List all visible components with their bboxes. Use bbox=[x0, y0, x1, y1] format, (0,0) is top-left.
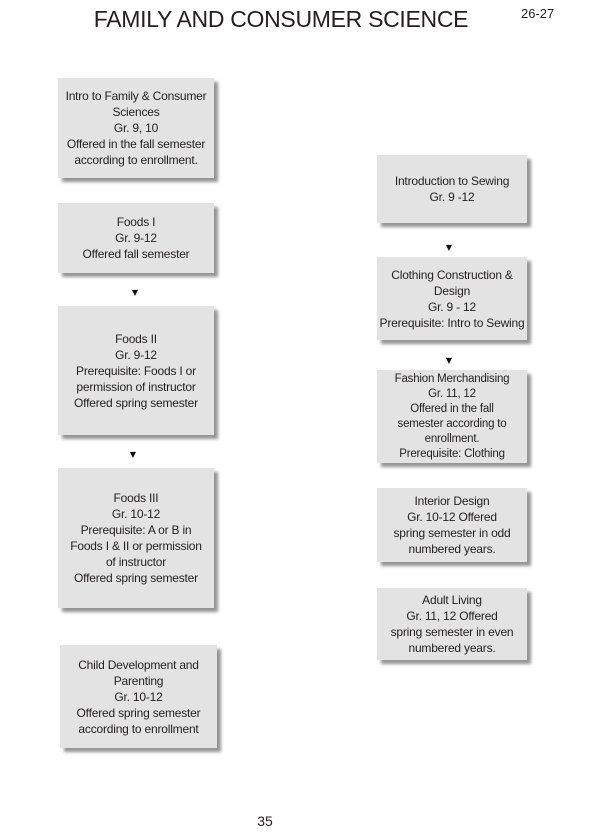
down-arrow-icon: ▼ bbox=[129, 450, 137, 459]
course-box-foods-ii bbox=[58, 306, 214, 435]
course-box-foods-iii bbox=[58, 468, 214, 608]
course-line: according to enrollment. bbox=[74, 153, 198, 167]
course-line: Gr. 9-12 bbox=[115, 231, 157, 245]
course-line: Foods I bbox=[116, 215, 156, 229]
page-title: FAMILY AND CONSUMER SCIENCE bbox=[93, 6, 469, 32]
course-line: enrollment. bbox=[424, 432, 480, 445]
course-line: according to enrollment bbox=[78, 721, 199, 736]
course-line: of instructor bbox=[105, 555, 167, 569]
course-line: Gr. 10-12 bbox=[114, 689, 163, 704]
down-arrow-icon: ▼ bbox=[445, 356, 453, 365]
course-line: Gr. 9, 10 bbox=[113, 121, 159, 135]
course-line: Gr. 11, 12 bbox=[428, 387, 476, 400]
course-box-fashion-merchandising bbox=[377, 370, 527, 463]
course-box-adult-living bbox=[377, 588, 527, 660]
course-line: Foods II bbox=[115, 331, 157, 346]
course-line: Interior Design bbox=[414, 494, 490, 508]
course-line: semester according to bbox=[397, 417, 507, 430]
course-line: Offered fall semester bbox=[82, 247, 190, 261]
course-line: Foods III bbox=[113, 491, 159, 505]
course-line: Fashion Merchandising bbox=[394, 372, 510, 385]
course-line: permission of instructor bbox=[76, 379, 196, 394]
course-line: Offered in the fall bbox=[410, 402, 494, 415]
course-line: numbered years. bbox=[408, 542, 496, 556]
course-line: Offered spring semester bbox=[74, 571, 198, 585]
course-box-child-development-and-parenting bbox=[60, 645, 217, 748]
course-line: Prerequisite: Clothing bbox=[399, 447, 505, 460]
course-box-introduction-to-sewing bbox=[377, 155, 527, 223]
course-line: Offered spring semester bbox=[76, 705, 201, 720]
course-line: Offered spring semester bbox=[74, 395, 198, 410]
course-line: Sciences bbox=[112, 105, 160, 119]
course-line: Prerequisite: A or B in bbox=[80, 523, 192, 537]
course-line: Prerequisite: Intro to Sewing bbox=[379, 315, 525, 330]
course-line: Gr. 9 - 12 bbox=[427, 299, 477, 314]
course-line: Parenting bbox=[113, 673, 164, 688]
down-arrow-icon: ▼ bbox=[445, 243, 453, 252]
course-line: spring semester in odd bbox=[393, 526, 511, 540]
course-line: Child Development and bbox=[78, 657, 199, 672]
course-line: Gr. 11, 12 Offered bbox=[406, 609, 498, 623]
course-line: Gr. 10-12 Offered bbox=[407, 510, 497, 524]
course-box-intro-family-consumer-sciences bbox=[58, 78, 214, 178]
course-line: spring semester in even bbox=[390, 625, 514, 639]
course-line: Gr. 9 -12 bbox=[429, 190, 475, 204]
course-box-foods-i bbox=[58, 203, 214, 273]
course-line: Gr. 10-12 bbox=[111, 507, 161, 521]
course-line: Adult Living bbox=[422, 593, 482, 607]
course-line: numbered years. bbox=[408, 641, 496, 655]
course-box-interior-design bbox=[377, 488, 527, 562]
down-arrow-icon: ▼ bbox=[131, 288, 139, 297]
page-number: 35 bbox=[257, 813, 273, 829]
course-line: Clothing Construction & bbox=[391, 267, 513, 282]
course-line: Introduction to Sewing bbox=[394, 174, 510, 188]
course-line: Foods I & II or permission bbox=[70, 539, 202, 553]
course-line: Intro to Family & Consumer bbox=[65, 89, 207, 103]
course-line: Gr. 9-12 bbox=[115, 347, 157, 362]
course-line: Prerequisite: Foods I or bbox=[76, 363, 196, 378]
course-line: Offered in the fall semester bbox=[66, 137, 206, 151]
corner-page-range: 26-27 bbox=[521, 6, 555, 21]
course-box-clothing-construction-design bbox=[377, 257, 527, 340]
course-line: Design bbox=[433, 283, 471, 298]
